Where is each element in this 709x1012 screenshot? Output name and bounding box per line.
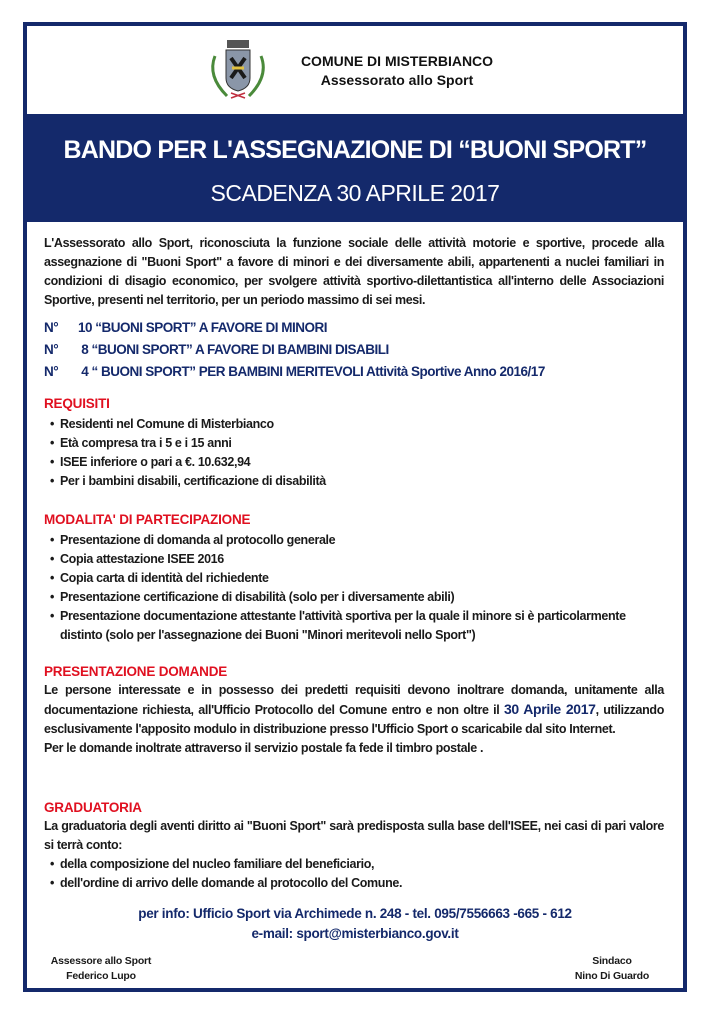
list-item: • dell'ordine di arrivo delle domande al protocollo del Comune. xyxy=(50,874,664,893)
list-item: • Presentazione certificazione di disabilità (solo per i diversamente abili) xyxy=(50,588,664,607)
voucher-number-label: N° xyxy=(44,364,59,379)
list-item: • Copia attestazione ISEE 2016 xyxy=(50,550,664,569)
graduatoria-section xyxy=(44,798,664,893)
paragraph-text: , utilizzando esclusivamente l'apposito modulo in distribuzione presso l'Ufficio Sport o scaricabile dal sito Internet. xyxy=(44,703,664,736)
list-item: • Residenti nel Comune di Misterbianco xyxy=(50,415,664,434)
voucher-number-label: N° xyxy=(44,342,59,357)
requisiti-section xyxy=(44,394,664,491)
coat-of-arms-icon xyxy=(205,38,271,100)
list-item: • della composizione del nucleo familiare del beneficiario, xyxy=(50,855,664,874)
contact-email[interactable]: e-mail: sport@misterbianco.gov.it xyxy=(251,926,459,941)
postal-note: Per le domande inoltrate attraverso il servizio postale fa fede il timbro postale . xyxy=(44,741,484,755)
organization-name xyxy=(277,52,517,90)
intro-paragraph: L'Assessorato allo Sport, riconosciuta la funzione sociale delle attività motorie e sportive, procede alla assegnazione di "Buoni Sport" a favore di minori e dei diversamente abili, appartenenti a nuclei familiari in condizioni di disagio economico, per svolgere attività sportivo-dilettantistica all'interno delle Associazioni Sportive, presenti nel territorio, per un periodo massimo di sei mesi. xyxy=(44,236,664,307)
requisiti-list xyxy=(44,415,664,491)
signature-name: Federico Lupo xyxy=(66,970,136,982)
voucher-number-label: N° xyxy=(44,320,59,335)
signature-role: Sindaco xyxy=(592,955,632,967)
presentazione-paragraph xyxy=(44,681,664,739)
voucher-line xyxy=(44,361,664,383)
signature-left xyxy=(41,954,161,984)
section-heading: MODALITA' DI PARTECIPAZIONE xyxy=(44,512,251,527)
contact-phone: per info: Ufficio Sport via Archimede n. 248 - tel. 095/7556663 -665 - 612 xyxy=(138,906,572,921)
section-heading: PRESENTAZIONE DOMANDE xyxy=(44,664,228,679)
graduatoria-paragraph: La graduatoria degli aventi diritto ai "Buoni Sport" sarà predisposta sulla base dell'ISEE, nei casi di pari valore si terrà conto: xyxy=(44,819,664,852)
graduatoria-list xyxy=(44,855,664,893)
signature-name: Nino Di Guardo xyxy=(574,970,650,982)
contact-info xyxy=(37,904,673,944)
voucher-line xyxy=(44,317,664,339)
list-item: • Copia carta di identità del richiedente xyxy=(50,569,664,588)
voucher-line xyxy=(44,339,664,361)
voucher-list xyxy=(44,317,664,383)
voucher-text: 10 “BUONI SPORT” A FAVORE DI MINORI xyxy=(78,320,328,335)
section-heading: GRADUATORIA xyxy=(44,800,142,815)
list-item: • Età compresa tra i 5 e i 15 anni xyxy=(50,434,664,453)
page-title: BANDO PER L'ASSEGNAZIONE DI “BUONI SPORT” xyxy=(63,136,647,164)
voucher-text: 8 “BUONI SPORT” A FAVORE DI BAMBINI DISABILI xyxy=(78,342,389,357)
presentazione-section xyxy=(44,662,664,758)
signature-role: Assessore allo Sport xyxy=(50,955,152,967)
org-name: COMUNE DI MISTERBIANCO xyxy=(300,53,494,69)
deadline-subtitle: SCADENZA 30 APRILE 2017 xyxy=(210,180,500,206)
deadline-highlight: 30 Aprile 2017 xyxy=(503,701,596,717)
poster-frame xyxy=(23,22,687,992)
list-item: • Per i bambini disabili, certificazione di disabilità xyxy=(50,472,664,491)
paragraph-text: Le persone interessate e in possesso dei predetti requisiti devono inoltrare domanda, unitamente alla documentazione richiesta, all'Ufficio Protocollo del Comune entro e non oltre il xyxy=(44,683,664,717)
signature-right xyxy=(557,954,667,984)
list-item: • Presentazione di domanda al protocollo generale xyxy=(50,531,664,550)
title-banner xyxy=(27,116,683,222)
department-name: Assessorato allo Sport xyxy=(320,72,474,88)
modalita-section xyxy=(44,510,664,645)
section-heading: REQUISITI xyxy=(44,396,110,411)
header xyxy=(27,26,683,116)
list-item: • Presentazione documentazione attestante l'attività sportiva per la quale il minore si è particolarmente distinto (solo per l'assegnazione dei Buoni "Minori meritevoli nello Sport") xyxy=(50,607,664,645)
list-item: • ISEE inferiore o pari a €. 10.632,94 xyxy=(50,453,664,472)
voucher-text: 4 “ BUONI SPORT” PER BAMBINI MERITEVOLI Attività Sportive Anno 2016/17 xyxy=(78,364,545,379)
modalita-list xyxy=(44,531,664,645)
